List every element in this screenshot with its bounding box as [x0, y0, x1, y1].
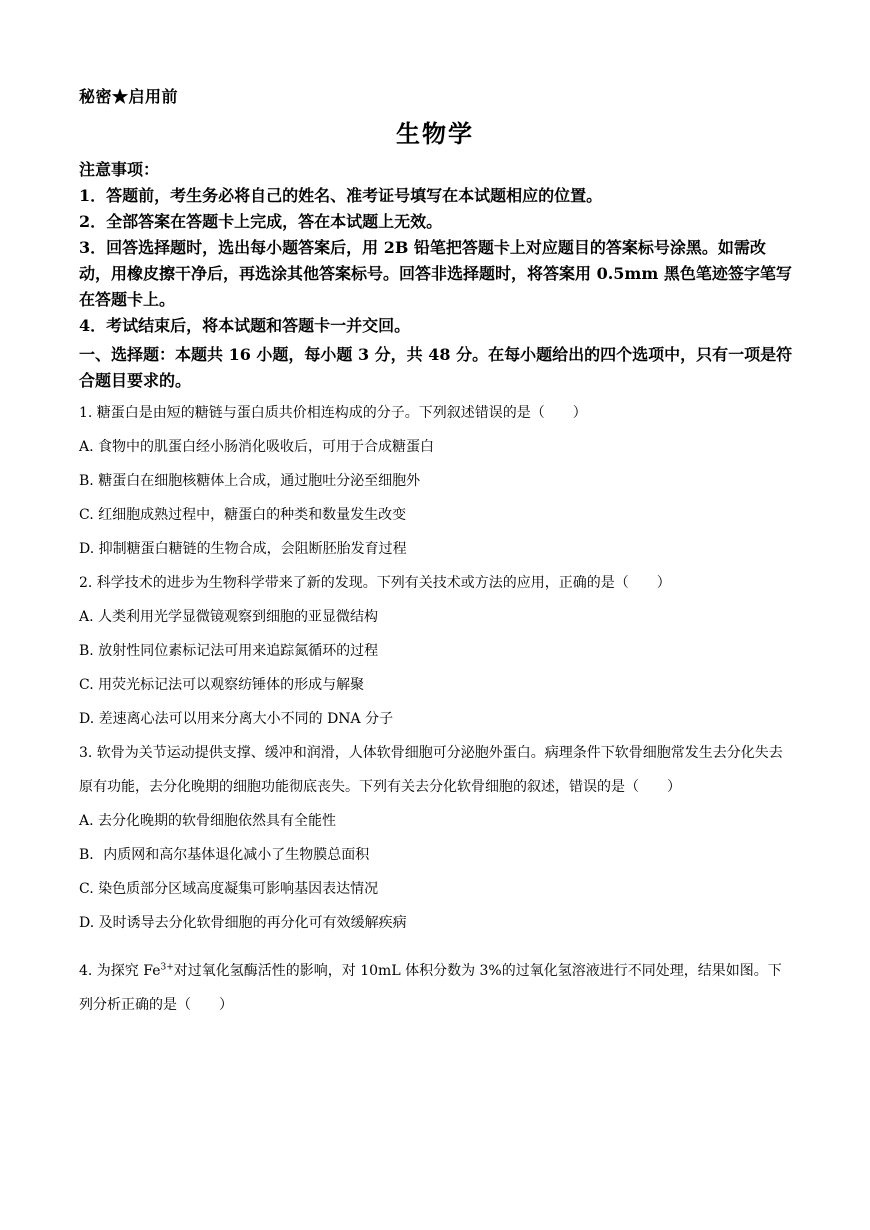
option-d: D. 抑制糖蛋白糖链的生物合成，会阻断胚胎发育过程 — [79, 541, 407, 557]
note-item-2: 2．全部答案在答题卡上完成，答在本试题上无效。 — [79, 212, 443, 231]
page-title: 生物学 — [396, 119, 474, 148]
secret-label: 秘密★启用前 — [79, 87, 179, 106]
option-b: B. 放射性同位素标记法可用来追踪氮循环的过程 — [79, 643, 379, 659]
question-1 — [79, 396, 794, 566]
superscript: 3+ — [160, 962, 174, 973]
question-3 — [79, 736, 794, 940]
question-4 — [79, 954, 794, 1022]
question-stem: 2. 科学技术的进步为生物科学带来了新的发现。下列有关技术或方法的应用，正确的是（ ） — [79, 575, 671, 591]
question-stem: 1. 糖蛋白是由短的糖链与蛋白质共价相连构成的分子。下列叙述错误的是（ ） — [79, 405, 587, 421]
section-text: 一、选择题：本题共 16 小题，每小题 3 分，共 48 分。在每小题给出的四个选项中，只有一项是符合题目要求的。 — [79, 345, 793, 390]
note-item-3: 3．回答选择题时，选出每小题答案后，用 2B 铅笔把答题卡上对应题目的答案标号涂黑。如需改动，用橡皮擦干净后，再选涂其他答案标号。回答非选择题时，将答案用 0.5mm 黑色笔迹签字笔写在答题卡上。 — [79, 238, 792, 309]
section-heading — [79, 342, 794, 394]
stem-part-2: 对过氧化氢酶活性的影响，对 10mL 体积分数为 3%的过氧化氢溶液进行不同处理，结果如图。下列分析正确的是（ ） — [79, 963, 782, 1013]
option-c: C. 红细胞成熟过程中，糖蛋白的种类和数量发生改变 — [79, 507, 407, 523]
question-stem — [79, 954, 794, 1022]
option-c: C. 染色质部分区域高度凝集可影响基因表达情况 — [79, 881, 379, 897]
note-item-4: 4．考试结束后，将本试题和答题卡一并交回。 — [79, 316, 411, 335]
option-d: D. 及时诱导去分化软骨细胞的再分化可有效缓解疾病 — [79, 915, 407, 931]
notes-block — [79, 157, 794, 339]
question-2 — [79, 566, 794, 736]
notes-heading: 注意事项： — [79, 160, 160, 179]
option-b: B. 糖蛋白在细胞核糖体上合成，通过胞吐分泌至细胞外 — [79, 473, 421, 489]
option-a: A. 人类利用光学显微镜观察到细胞的亚显微结构 — [79, 609, 379, 625]
option-a: A. 食物中的肌蛋白经小肠消化吸收后，可用于合成糖蛋白 — [79, 439, 435, 455]
note-item-1: 1．答题前，考生务必将自己的姓名、准考证号填写在本试题相应的位置。 — [79, 186, 603, 205]
option-d: D. 差速离心法可以用来分离大小不同的 DNA 分子 — [79, 711, 394, 727]
option-c: C. 用荧光标记法可以观察纺锤体的形成与解聚 — [79, 677, 365, 693]
option-a: A. 去分化晚期的软骨细胞依然具有全能性 — [79, 813, 337, 829]
option-b: B．内质网和高尔基体退化减小了生物膜总面积 — [79, 847, 370, 863]
question-stem: 3. 软骨为关节运动提供支撑、缓冲和润滑，人体软骨细胞可分泌胞外蛋白。病理条件下软骨细胞常发生去分化失去原有功能，去分化晚期的细胞功能彻底丧失。下列有关去分化软骨细胞的叙述，错误的是（ ） — [79, 745, 783, 795]
stem-part-1: 4. 为探究 Fe — [79, 963, 161, 979]
